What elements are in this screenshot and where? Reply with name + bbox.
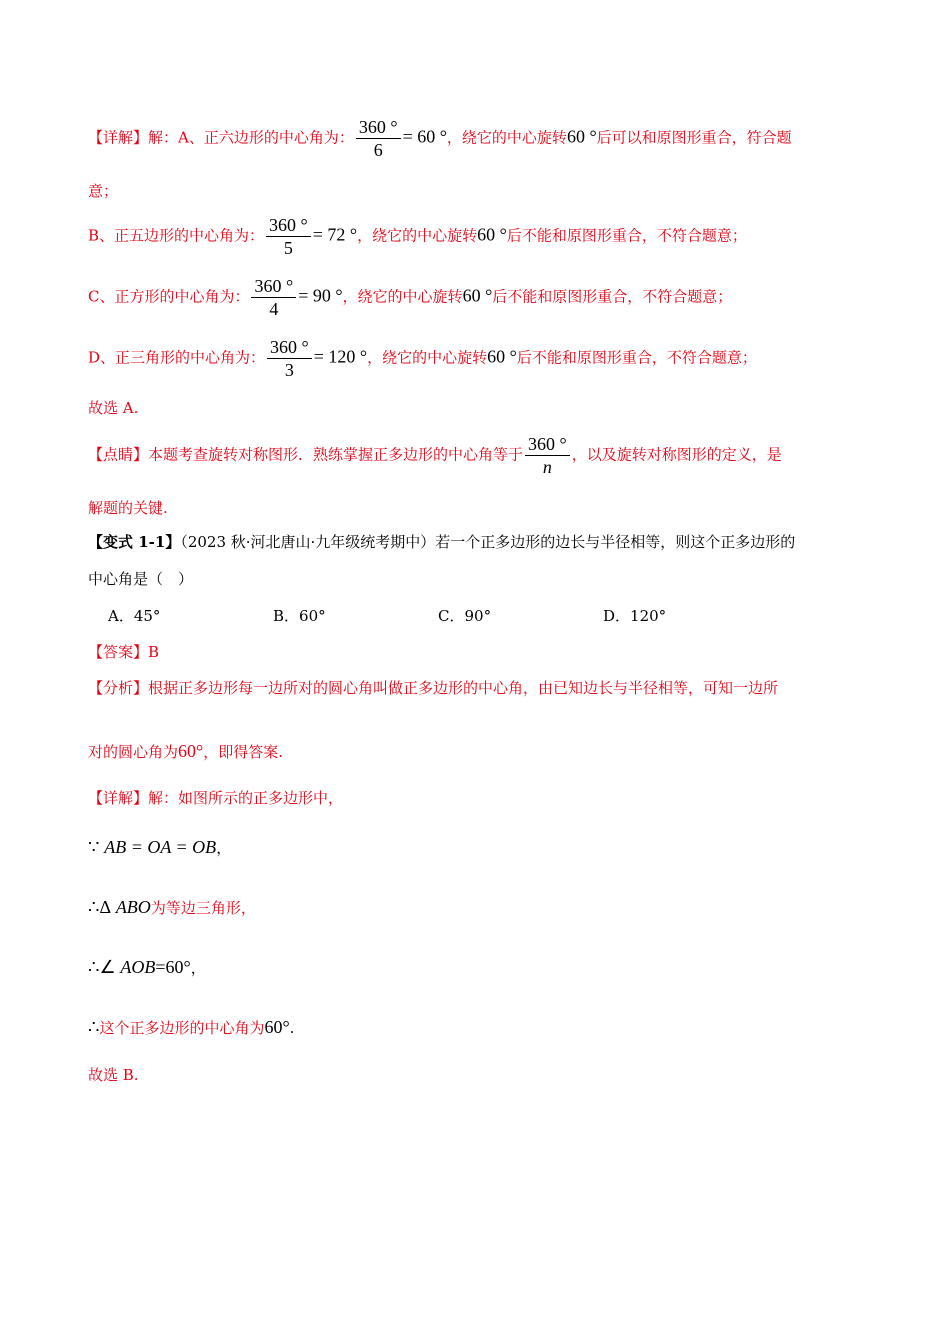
fraction-a xyxy=(356,116,401,161)
rotate-text: ，绕它的中心旋转 xyxy=(446,128,567,147)
fraction-numerator: 360 ° xyxy=(267,336,312,359)
comment-text: 本题考查旋转对称图形．熟练掌握正多边形的中心角等于 xyxy=(148,445,524,464)
options-row xyxy=(108,605,768,627)
step-because xyxy=(88,836,231,859)
option-d: D．120° xyxy=(603,607,667,625)
analysis-cont-post: ，即得答案. xyxy=(203,743,283,761)
rotate-text: ，绕它的中心旋转 xyxy=(357,226,478,245)
fraction-d xyxy=(267,336,312,381)
answer-tag: 【答案】 xyxy=(88,643,149,661)
fraction-c xyxy=(251,275,296,320)
detail-c-tail: 后不能和原图形重合，不符合题意； xyxy=(492,287,733,306)
step3-eq: =60° xyxy=(155,957,191,977)
analysis-degree: 60° xyxy=(178,741,204,761)
detail-b-tail: 后不能和原图形重合，不符合题意； xyxy=(506,226,747,245)
analysis-tag: 【分析】 xyxy=(88,679,149,697)
step2-math: ABO xyxy=(115,897,151,917)
fraction-numerator: 360 ° xyxy=(266,214,311,237)
fraction-numerator: 360 ° xyxy=(251,275,296,298)
detail-a-tail: 后可以和原图形重合，符合题 xyxy=(596,128,792,147)
comment-line xyxy=(88,433,782,478)
rotate-degree: 60 ° xyxy=(477,224,507,245)
step1-post: ， xyxy=(216,839,232,857)
equals-d: = 120 ° xyxy=(313,346,368,367)
fraction-numerator: 360 ° xyxy=(356,116,401,139)
therefore-symbol: ∴ xyxy=(88,1017,100,1037)
detail2-line xyxy=(88,787,343,809)
choose-b: 故选 B. xyxy=(88,1066,139,1084)
fraction-denominator: 3 xyxy=(284,360,294,380)
analysis-line xyxy=(88,677,778,699)
step4-post: . xyxy=(289,1019,295,1037)
detail-d-text: D、正三角形的中心角为： xyxy=(88,348,266,367)
step-angle xyxy=(88,956,206,979)
detail2-text: 解：如图所示的正多边形中， xyxy=(148,789,344,807)
detail-tag: 【详解】 xyxy=(88,128,149,147)
rotate-text: ，绕它的中心旋转 xyxy=(342,287,463,306)
comment-tail: ，以及旋转对称图形的定义，是 xyxy=(571,445,782,464)
variant-continuation: 中心角是（ ） xyxy=(88,570,194,588)
detail-a-continuation: 意； xyxy=(88,182,119,200)
variant-line xyxy=(88,531,795,553)
rotate-text: ，绕它的中心旋转 xyxy=(367,348,488,367)
comment-tag: 【点睛】 xyxy=(88,445,149,464)
fraction-denominator: 5 xyxy=(283,238,293,258)
option-c: C．90° xyxy=(438,607,492,625)
rotate-degree: 60 ° xyxy=(487,346,517,367)
equals-c: = 90 ° xyxy=(298,285,343,306)
option-b: B．60° xyxy=(273,607,326,625)
fraction-b xyxy=(266,214,311,259)
detail-a-line xyxy=(88,116,792,161)
choose-a: 故选 A. xyxy=(88,399,139,417)
analysis-text: 根据正多边形每一边所对的圆心角叫做正多边形的中心角，由已知边长与半径相等，可知一边所 xyxy=(148,679,779,697)
analysis-continuation xyxy=(88,740,283,763)
step3-post: ， xyxy=(190,959,206,977)
step4-text: 这个正多边形的中心角为 xyxy=(99,1019,265,1037)
rotate-degree: 60 ° xyxy=(462,285,493,306)
rotate-degree: 60 ° xyxy=(566,126,597,147)
detail-c-text: C、正方形的中心角为： xyxy=(88,287,250,306)
detail-c-line xyxy=(88,275,732,320)
variant-text: （2023 秋·河北唐山·九年级统考期中）若一个正多边形的边长与半径相等，则这个正多边形的 xyxy=(180,533,796,551)
step3-math: AOB xyxy=(120,957,156,977)
therefore-triangle-symbol: ∴Δ xyxy=(88,897,112,917)
fraction-denominator: 4 xyxy=(269,299,279,319)
equals-b: = 72 ° xyxy=(312,224,358,245)
comment-continuation: 解题的关键. xyxy=(88,499,168,517)
detail-b-text: B、正五边形的中心角为： xyxy=(88,226,265,245)
equals-a: = 60 ° xyxy=(402,126,447,147)
detail2-tag: 【详解】 xyxy=(88,789,149,807)
detail-b-line xyxy=(88,214,747,259)
fraction-numerator: 360 ° xyxy=(525,433,570,456)
step-equilateral xyxy=(88,896,256,919)
step1-math: AB = OA = OB xyxy=(104,837,217,857)
step2-post: 为等边三角形， xyxy=(150,899,256,917)
variant-tag: 【变式 1-1】 xyxy=(88,533,181,551)
fraction-denominator: 6 xyxy=(373,140,383,160)
therefore-angle-symbol: ∴∠ xyxy=(88,957,116,977)
option-a: A．45° xyxy=(108,607,161,625)
fraction-n xyxy=(525,433,570,478)
answer-line xyxy=(88,641,159,663)
fraction-denominator: n xyxy=(542,457,552,477)
step4-degree: 60° xyxy=(264,1017,290,1037)
answer-value: B xyxy=(148,643,160,661)
detail-d-line xyxy=(88,336,757,381)
detail-d-tail: 后不能和原图形重合，不符合题意； xyxy=(516,348,757,367)
detail-a-text: 解：A、正六边形的中心角为： xyxy=(148,128,354,147)
because-symbol: ∵ xyxy=(88,837,100,857)
analysis-cont-pre: 对的圆心角为 xyxy=(88,743,179,761)
step-conclusion xyxy=(88,1016,294,1039)
